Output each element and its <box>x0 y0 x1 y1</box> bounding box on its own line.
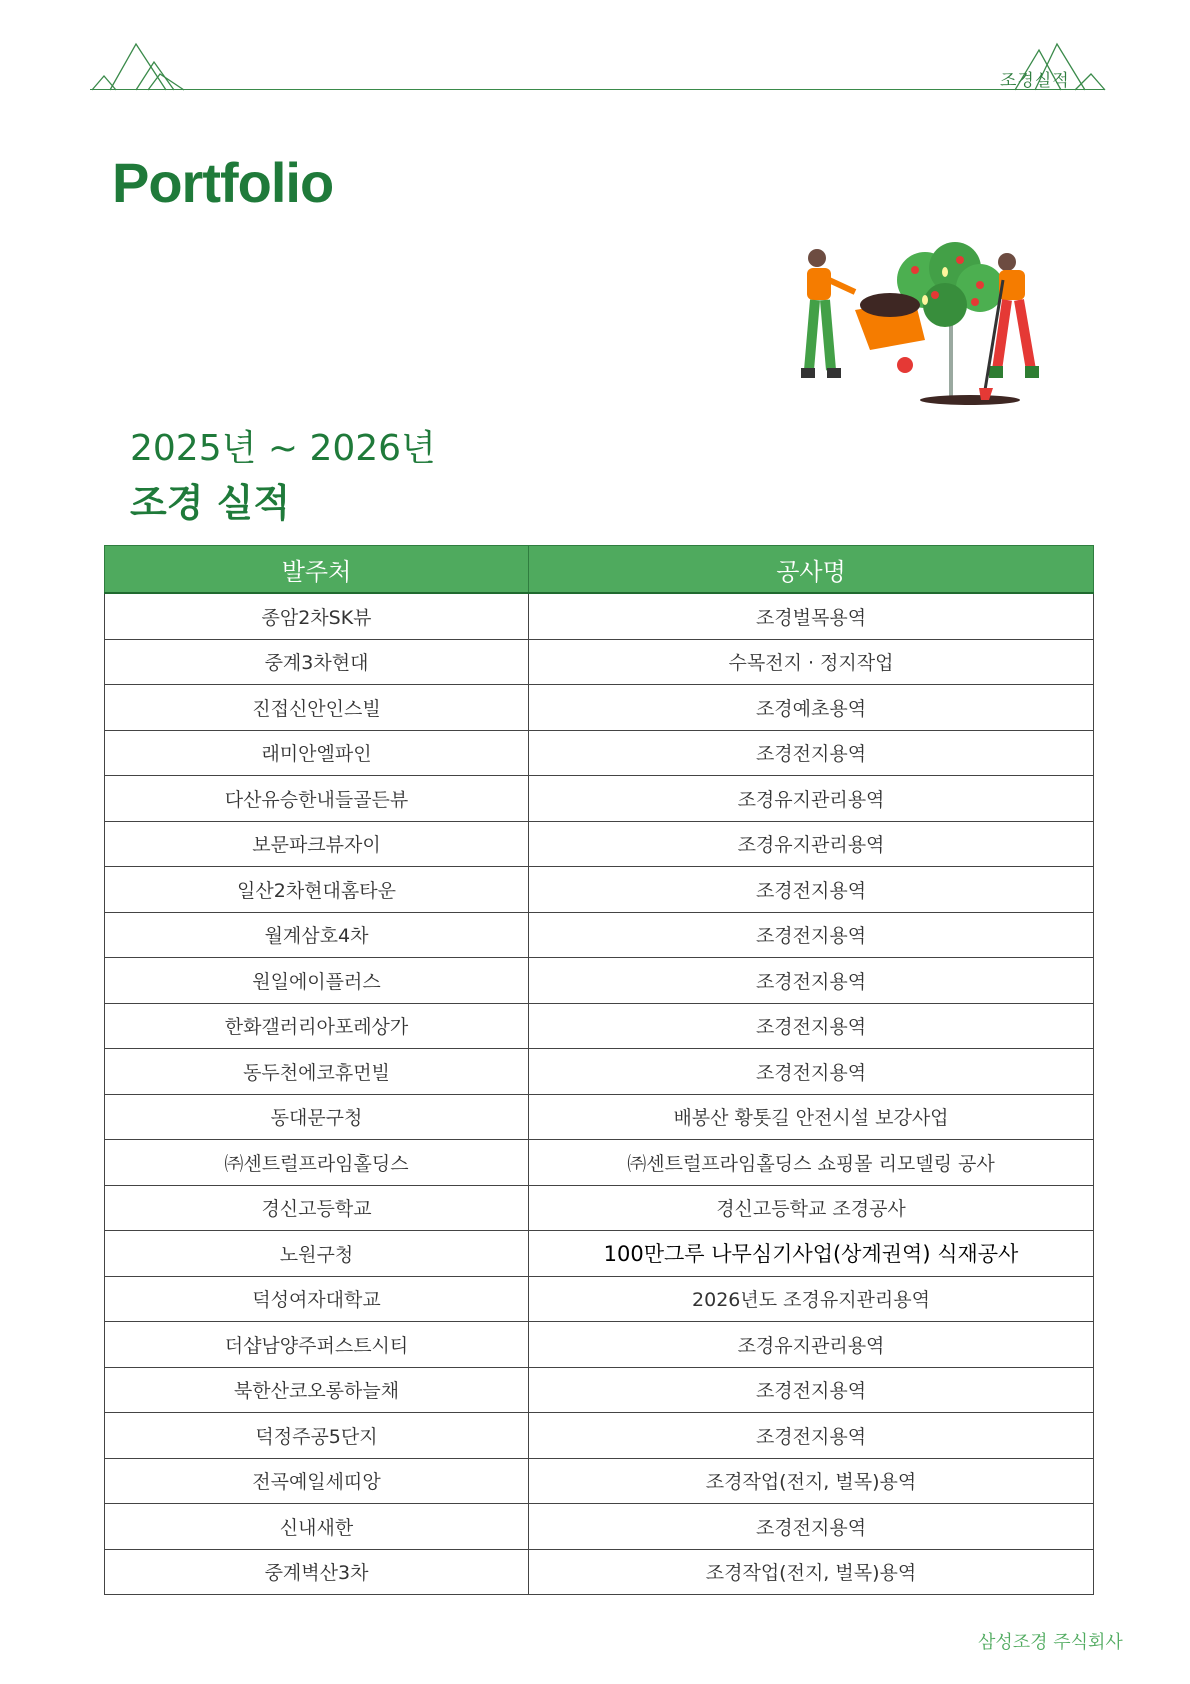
client-cell: 중계벽산3차 <box>105 1549 529 1595</box>
project-cell: 조경전지용역 <box>529 867 1094 913</box>
client-cell: 경신고등학교 <box>105 1185 529 1231</box>
client-cell: 진접신안인스빌 <box>105 685 529 731</box>
client-cell: 동대문구청 <box>105 1094 529 1140</box>
project-cell: 조경전지용역 <box>529 958 1094 1004</box>
table-row <box>105 1231 1094 1277</box>
client-cell: 전곡예일세띠앙 <box>105 1458 529 1504</box>
client-cell: 더샵남양주퍼스트시티 <box>105 1322 529 1368</box>
table-row <box>105 1094 1094 1140</box>
table-row <box>105 1367 1094 1413</box>
mountain-outline-icon <box>90 40 186 92</box>
project-cell: 조경유지관리용역 <box>529 821 1094 867</box>
project-cell: 조경전지용역 <box>529 1504 1094 1550</box>
client-cell: 동두천에코휴먼빌 <box>105 1049 529 1095</box>
client-cell: 일산2차현대홈타운 <box>105 867 529 913</box>
table-row <box>105 1413 1094 1459</box>
project-cell: 조경예초용역 <box>529 685 1094 731</box>
table-row <box>105 730 1094 776</box>
gardening-illustration <box>785 240 1075 410</box>
client-cell: 종암2차SK뷰 <box>105 593 529 639</box>
project-cell: 조경작업(전지, 벌목)용역 <box>529 1458 1094 1504</box>
client-cell: 노원구청 <box>105 1231 529 1277</box>
project-cell: ㈜센트럴프라임홀딩스 쇼핑몰 리모델링 공사 <box>529 1140 1094 1186</box>
project-cell: 조경유지관리용역 <box>529 776 1094 822</box>
table-row <box>105 958 1094 1004</box>
period-label: 2025년 ~ 2026년 <box>130 428 436 469</box>
table-row <box>105 639 1094 685</box>
project-cell: 조경전지용역 <box>529 730 1094 776</box>
table-row <box>105 1549 1094 1595</box>
client-cell: ㈜센트럴프라임홀딩스 <box>105 1140 529 1186</box>
header-section-label: 조경실적 <box>1000 71 1070 91</box>
column-header-client: 발주처 <box>105 546 529 594</box>
project-cell: 조경전지용역 <box>529 1049 1094 1095</box>
table-row <box>105 776 1094 822</box>
client-cell: 신내새한 <box>105 1504 529 1550</box>
project-cell: 수목전지 · 정지작업 <box>529 639 1094 685</box>
project-cell: 배봉산 황톳길 안전시설 보강사업 <box>529 1094 1094 1140</box>
table-row <box>105 1185 1094 1231</box>
project-cell: 조경유지관리용역 <box>529 1322 1094 1368</box>
table-row <box>105 912 1094 958</box>
table-row <box>105 867 1094 913</box>
client-cell: 북한산코오롱하늘채 <box>105 1367 529 1413</box>
table-row <box>105 1458 1094 1504</box>
client-cell: 덕성여자대학교 <box>105 1276 529 1322</box>
project-cell: 조경전지용역 <box>529 1367 1094 1413</box>
table-row <box>105 1322 1094 1368</box>
project-cell: 조경전지용역 <box>529 1003 1094 1049</box>
client-cell: 원일에이플러스 <box>105 958 529 1004</box>
column-header-project: 공사명 <box>529 546 1094 594</box>
client-cell: 한화갤러리아포레상가 <box>105 1003 529 1049</box>
project-cell: 조경전지용역 <box>529 1413 1094 1459</box>
client-cell: 보문파크뷰자이 <box>105 821 529 867</box>
table-row <box>105 685 1094 731</box>
footer-company-name: 삼성조경 주식회사 <box>978 1632 1123 1653</box>
table-row <box>105 821 1094 867</box>
project-cell: 조경전지용역 <box>529 912 1094 958</box>
header-rule <box>90 89 1105 90</box>
page-title: Portfolio <box>112 151 334 214</box>
client-cell: 덕정주공5단지 <box>105 1413 529 1459</box>
table-row <box>105 1003 1094 1049</box>
project-cell: 2026년도 조경유지관리용역 <box>529 1276 1094 1322</box>
project-cell: 경신고등학교 조경공사 <box>529 1185 1094 1231</box>
client-cell: 다산유승한내들골든뷰 <box>105 776 529 822</box>
project-cell: 조경벌목용역 <box>529 593 1094 639</box>
project-cell: 100만그루 나무심기사업(상계권역) 식재공사 <box>529 1231 1094 1277</box>
client-cell: 월계삼호4차 <box>105 912 529 958</box>
project-cell: 조경작업(전지, 벌목)용역 <box>529 1549 1094 1595</box>
table-row <box>105 1140 1094 1186</box>
section-subtitle: 조경 실적 <box>130 481 291 525</box>
client-cell: 중계3차현대 <box>105 639 529 685</box>
table-row <box>105 1504 1094 1550</box>
portfolio-table <box>104 545 1094 1595</box>
table-row <box>105 593 1094 639</box>
table-header-row <box>105 546 1094 594</box>
table-row <box>105 1276 1094 1322</box>
client-cell: 래미안엘파인 <box>105 730 529 776</box>
table-row <box>105 1049 1094 1095</box>
